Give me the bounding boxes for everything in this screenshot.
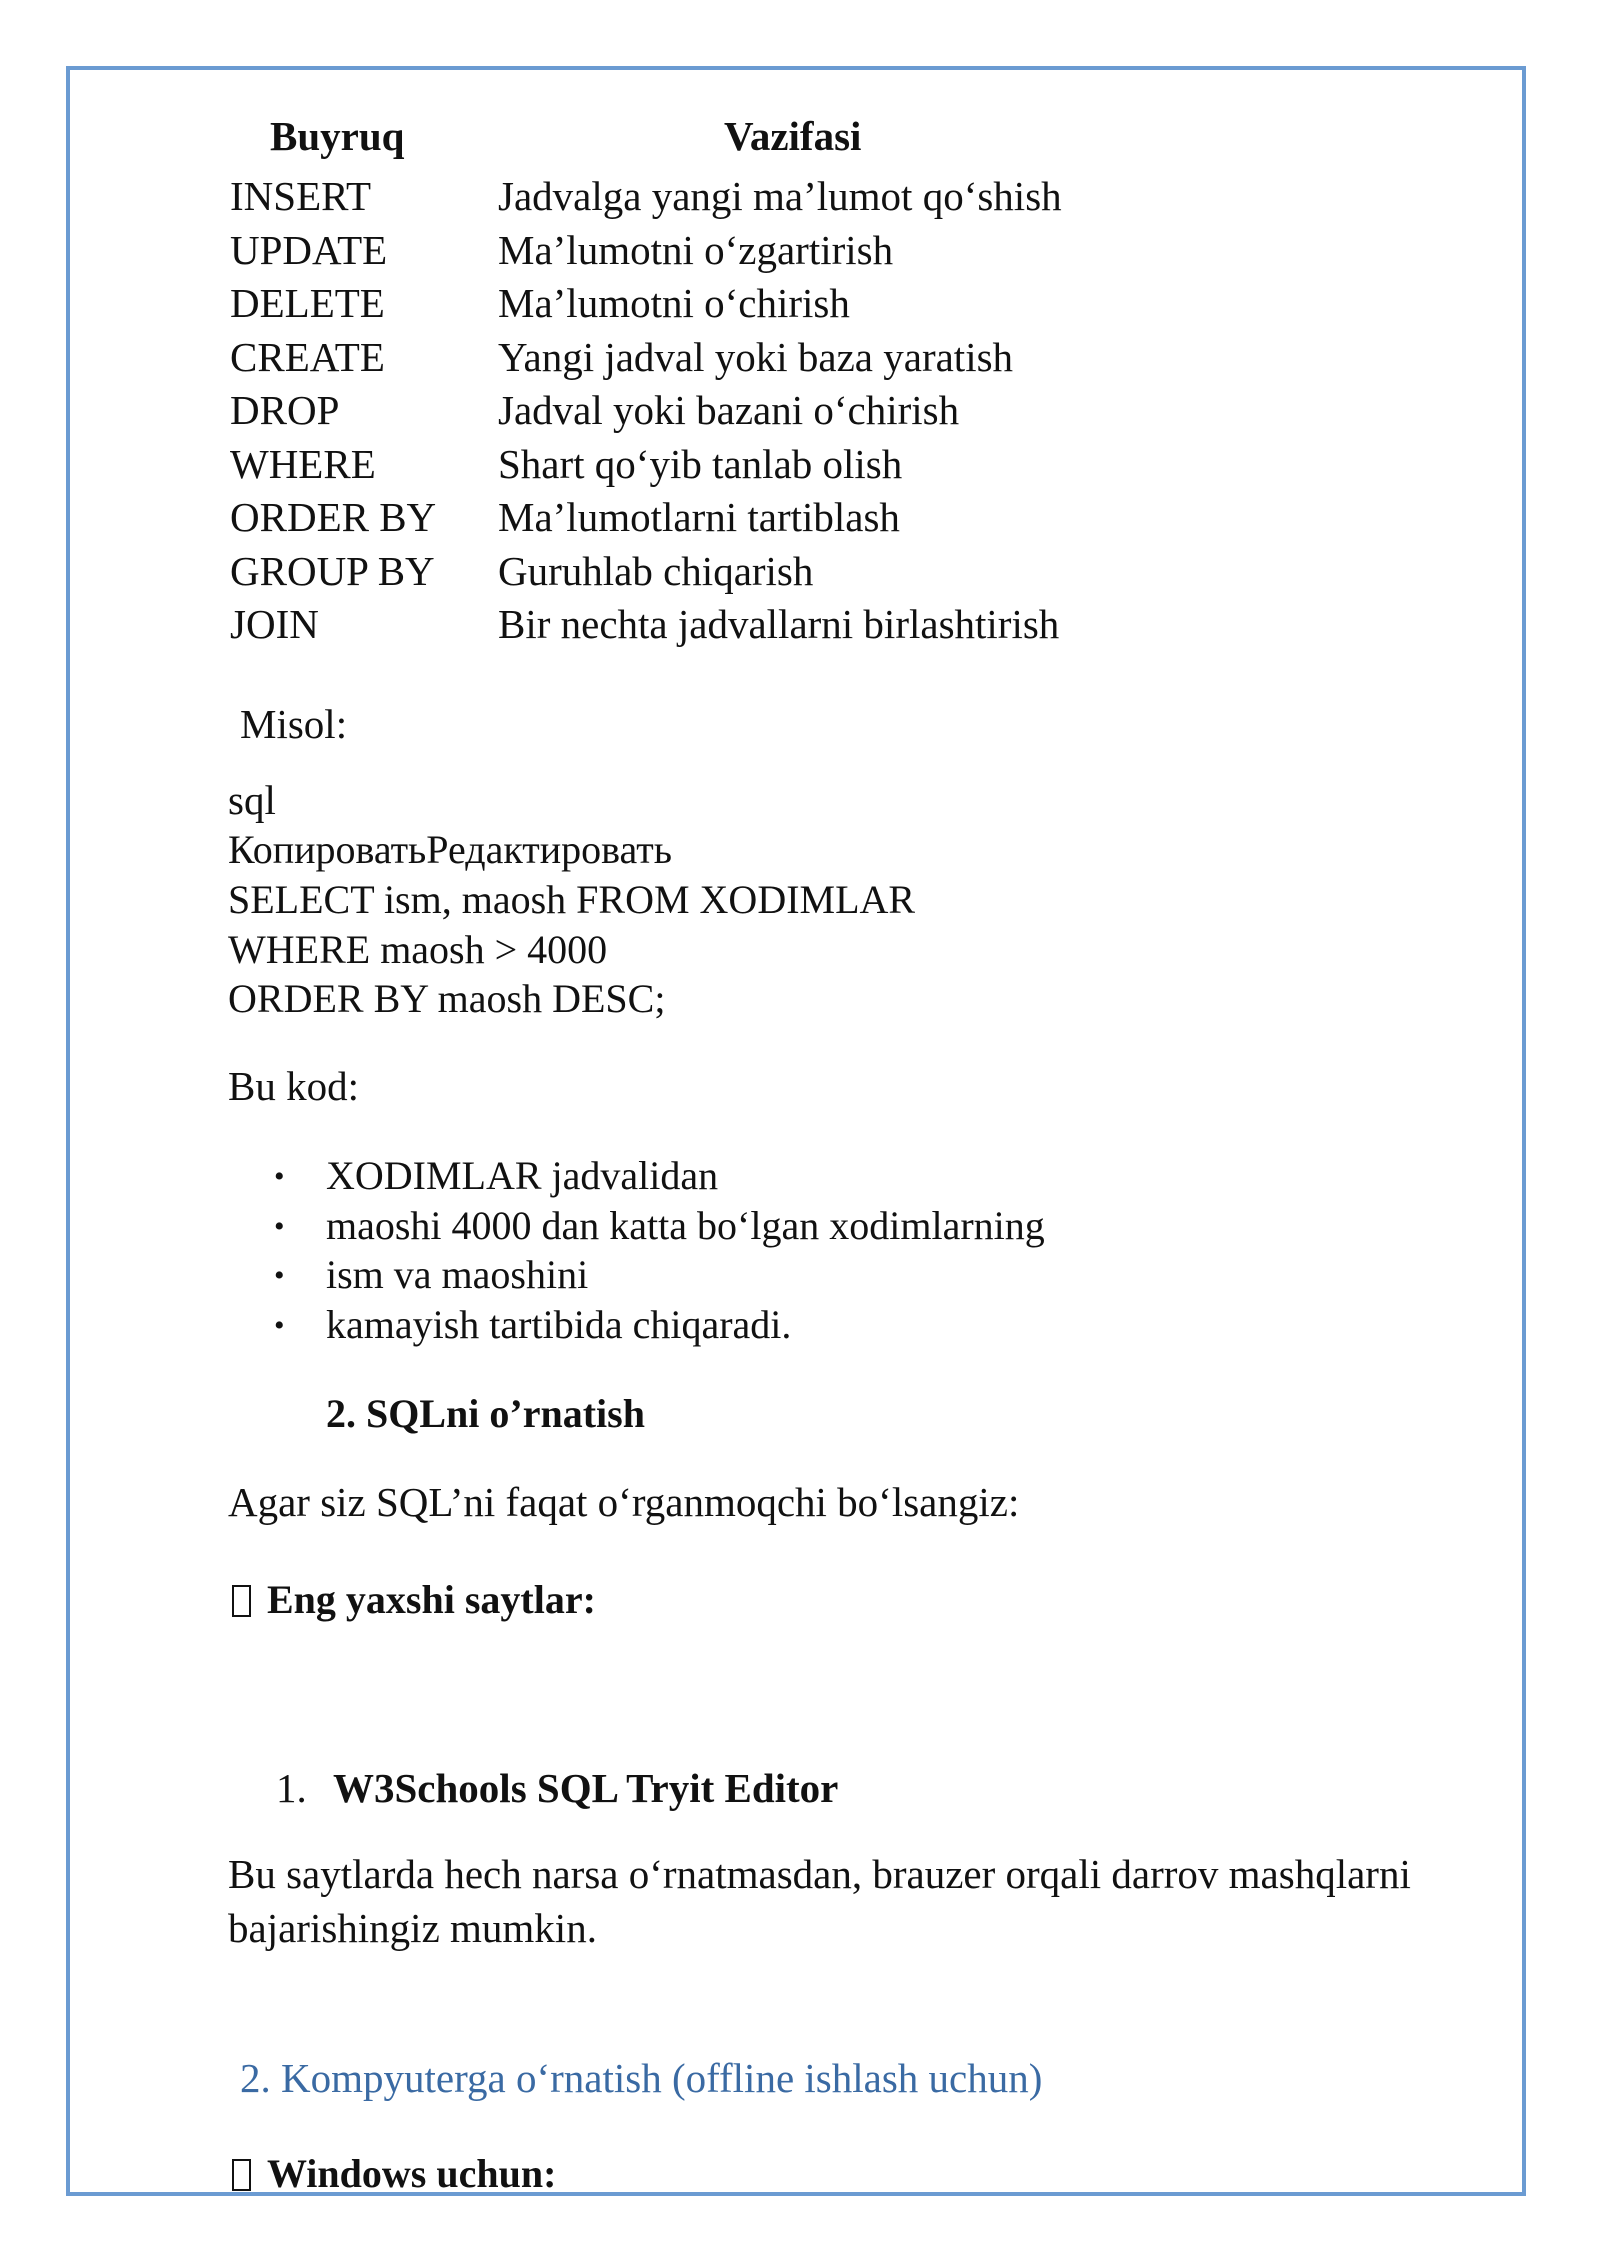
purpose-cell: Guruhlab chiqarish [498, 547, 814, 594]
bullet-icon: • [274, 1308, 285, 1342]
table-row [230, 333, 1062, 387]
command-cell: ORDER BY [230, 494, 437, 540]
windows-heading-text: Windows uchun: [267, 2151, 557, 2196]
list-item-text: kamayish tartibida chiqaradi. [326, 1301, 792, 1347]
table-row [230, 440, 1062, 494]
code-line: SELECT ism, maosh FROM XODIMLAR [228, 877, 916, 922]
command-cell: INSERT [230, 173, 372, 219]
purpose-cell: Yangi jadval yoki baza yaratish [498, 333, 1014, 380]
code-toolbar[interactable]: КопироватьРедактировать [228, 827, 672, 872]
list-item-text: ism va maoshini [326, 1252, 589, 1297]
bullet-icon: • [274, 1160, 285, 1193]
table-row [230, 600, 1062, 654]
explanation-list [228, 1152, 1045, 1350]
purpose-cell: Ma’lumotni o‘chirish [498, 280, 850, 326]
purpose-cell: Jadvalga yangi ma’lumot qo‘shish [498, 173, 1062, 219]
site-note-line: Bu saytlarda hech narsa o‘rnatmasdan, brauzer orqali darrov mashqlarni [228, 1851, 1411, 1897]
command-cell: WHERE [230, 440, 376, 487]
purpose-cell: Bir nechta jadvallarni birlashtirish [498, 601, 1060, 647]
column-header-command: Buyruq [270, 113, 405, 159]
missing-glyph-icon [232, 2159, 251, 2191]
list-item [228, 1251, 1045, 1301]
code-line: WHERE maosh > 4000 [228, 926, 608, 972]
example-label: Misol: [240, 701, 348, 747]
table-row [230, 386, 1062, 440]
purpose-cell: Jadval yoki bazani o‘chirish [498, 387, 960, 433]
commands-table [230, 112, 1062, 654]
sites-heading-text: Eng yaxshi saytlar: [267, 1577, 596, 1622]
command-cell: GROUP BY [230, 547, 435, 594]
table-row [230, 493, 1062, 547]
table-row [230, 172, 1062, 226]
list-item-text: XODIMLAR jadvalidan [326, 1153, 719, 1198]
list-item [228, 1152, 1045, 1202]
purpose-cell: Ma’lumotlarni tartiblash [498, 494, 900, 540]
list-item [228, 1202, 1045, 1252]
list-item [228, 1301, 1045, 1351]
missing-glyph-icon [232, 1585, 251, 1617]
table-row [230, 547, 1062, 601]
site-note-line: bajarishingiz mumkin. [228, 1905, 597, 1951]
command-cell: DROP [230, 387, 340, 433]
section-intro: Agar siz SQL’ni faqat o‘rganmoqchi bo‘lsangiz: [228, 1479, 1020, 1525]
site-list-item [276, 1764, 838, 1812]
table-header-row [230, 112, 1062, 172]
column-header-purpose: Vazifasi [724, 113, 862, 159]
bullet-icon: • [274, 1209, 285, 1243]
site-name: W3Schools SQL Tryit Editor [333, 1765, 839, 1811]
table-row [230, 279, 1062, 333]
bullet-icon: • [274, 1259, 285, 1292]
code-block [228, 776, 915, 1025]
subsection-heading: 2. Kompyuterga o‘rnatish (offline ishlash uchun) [240, 2055, 1043, 2101]
sites-heading [232, 1576, 596, 1623]
code-language-label: sql [228, 777, 276, 823]
purpose-cell: Shart qo‘yib tanlab olish [498, 440, 903, 487]
explanation-intro: Bu kod: [228, 1063, 359, 1109]
list-item-text: maoshi 4000 dan katta bo‘lgan xodimlarning [326, 1202, 1045, 1248]
command-cell: UPDATE [230, 226, 388, 273]
code-line: ORDER BY maosh DESC; [228, 976, 666, 1021]
command-cell: CREATE [230, 333, 385, 380]
purpose-cell: Ma’lumotni o‘zgartirish [498, 226, 894, 273]
command-cell: DELETE [230, 280, 385, 326]
windows-heading [232, 2150, 556, 2197]
command-cell: JOIN [230, 601, 319, 647]
site-number: 1. [276, 1765, 307, 1811]
table-row [230, 226, 1062, 280]
section-heading: 2. SQLni o’rnatish [326, 1391, 645, 1436]
